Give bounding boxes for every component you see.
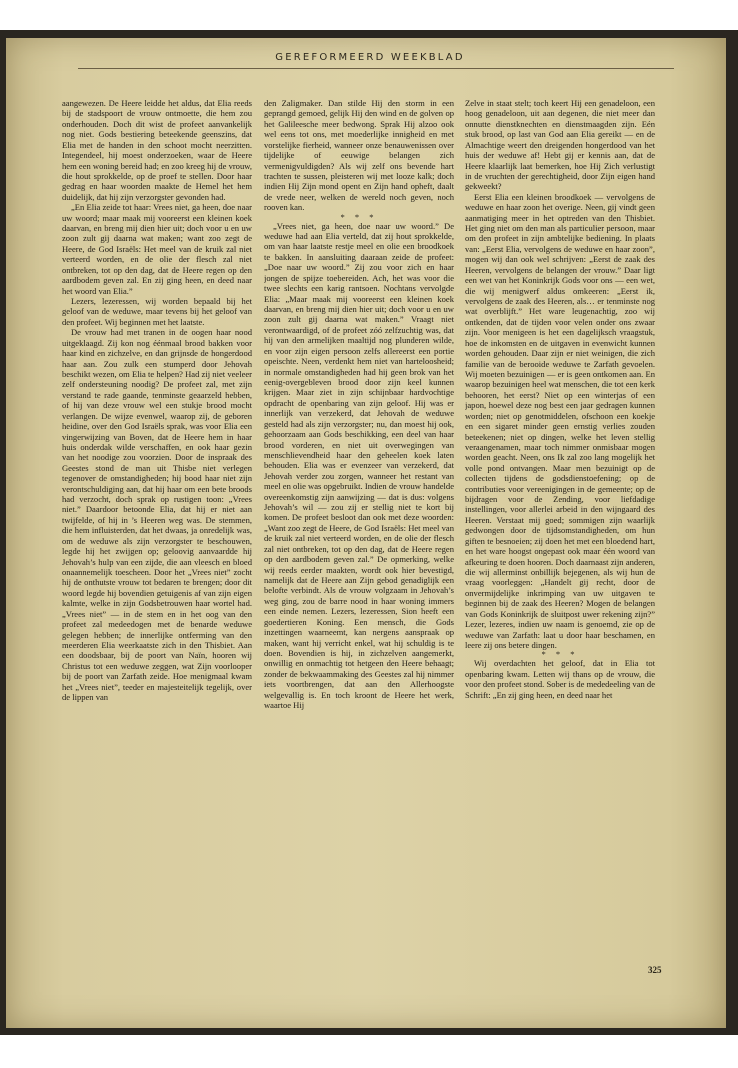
paragraph: Zelve in staat stelt; toch keert Hij een genadeloon, een hoog genadeloon, uit aan degenen, die niet meer dan onnutte dienstknechten en dienstmaagden zijn. Eén stuk brood, op last van God aan Elia gereikt — en de Almachtige weert den dreigenden hongerdood van het huis der weduwe af! Hebt gij er kennis aan, dat de Heere klaarlijk laat bemerken, hoe Hij Zich verlustigt in de vruchten der gerechtigheid, door Zijn eigen hand gekweekt? — [465, 98, 655, 192]
paragraph: den Zaligmaker. Dan stilde Hij den storm in een geprangd gemoed, gelijk Hij den wind en de golven op het Galileesche meer bedwong. Sprak Hij alzoo ook wel eens tot ons, met moederlijke innigheid en met vorstelijke fierheid, wanneer onze benauwenissen over tijdelijke of eeuwige belangen zich vermenigvuldigden? Als wij zelf ons bevende hart trachten te sussen, pleisteren wij met looze kalk; doch indien Hij Zijn mond opent en Zijn hand opheft, daalt de vrede neer, welken de wereld noch geven, noch rooven kan. — [264, 98, 454, 213]
text-column-2 — [264, 98, 454, 968]
section-divider: * * * — [541, 649, 579, 660]
page-number: 325 — [648, 965, 662, 975]
paragraph: „Vrees niet, ga heen, doe naar uw woord.” De weduwe had aan Elia verteld, dat zij hout sprokkelde, om van haar laatste restje meel en olie een broodkoek te bakken. In aansluiting daaraan zeide de profeet: „Doe naar uw woord.” Zij zou voor zich en haar jongen de spijze toebereiden. Ach, het was voor die twee slechts een karig rantsoen. Nochtans vervolgde Elia: „Maar maak mij vooreerst een kleinen koek daarvan, en breng mij dien hier uit; doch voor u en uw zoon zult gij daarna wat maken.” Vraagt niet verontwaardigd, of de profeet zóó zelfzuchtig was, dat hij van den armelijken maaltijd nog plunderen wilde, en voor zijn eigen persoon zelfs allereerst een portie opeischte. Neen, verdenkt hem niet van harteloosheid; in normale omstandigheden had hij geen brok van het eenig-overgebleven brood door zijn keel kunnen krijgen. Maar ziet in zijn schijnbaar hardvochtige opdracht de openbaring van zijn geloof. Hij was er innerlijk van verzekerd, dat Jehovah de weduwe gesteld had als zijn verzorgster; nu, dan moest hij ook, gehoorzaam aan Gods beschikking, een deel van haar brood vorderen, en niet uit overwegingen van menschlievendheid haar den geheelen koek laten behouden. Elia was er evenzeer van verzekerd, dat Jehovah verder zou zorgen, wanneer het restant van meel en olie was opgebruikt. Indien de vrouw handelde overeenkomstig zijn aanwijzing — dat is dus: volgens Jehovah’s wil — zou zij er stellig niet te kort bij komen. De profeet besloot dan ook met deze woorden: „Want zoo zegt de Heere, de God Israëls: Het meel van de kruik zal niet verteerd worden, en de olie der flesch zal niet ontbreken, tot op den dag, dat de Heere regen op den aardbodem geven zal.” De opmerking, welke wij reeds eerder maakten, wordt ook hier bevestigd, namelijk dat de Heere aan Zijn gebod genadiglijk een belofte verbindt. Als de vrouw volgzaam in Jehovah’s weg ging, zou de barre nood in haar woning immers een einde nemen. Lezers, lezeressen, Sion heeft een goedertieren Koning. Een mensch, die Gods inzettingen waarneemt, kan nergens aanspraak op maken, want hij verricht enkel, wat hij schuldig is te doen. Bovendien is hij, in zichzelven aangemerkt, onwillig en onmachtig tot hetgeen den Heere behaagt; zonder de bekwaammaking des Geestes zal hij nimmer iets voortbrengen, dat aan den Allerhoogste welgevallig is. En toch kroont de Heere het werk, waartoe Hij — [264, 220, 454, 711]
text-column-3 — [465, 98, 655, 968]
paragraph: Lezers, lezeressen, wij worden bepaald bij het geloof van de weduwe, maar tevens bij het geloof van den profeet. Wij beginnen met het laatste. — [62, 296, 252, 327]
text-column-1 — [62, 98, 252, 968]
running-header: GEREFORMEERD WEEKBLAD — [275, 52, 465, 63]
paragraph: aangewezen. De Heere leidde het aldus, dat Elia reeds bij de stadspoort de vrouw ontmoette, die hem zou onderhouden. Doch dit wist de profeet aanvankelijk nog niet. Gods bestiering beteekende geenszins, dat Elia met de handen in den schoot mocht neerzitten. Integendeel, hij moest onderzoeken, waar de Heere hem een woning bereid had; en zoo kreeg hij de vrouw, die hout sprokkelde, op de proef te stellen. Door haar gedrag en haar woorden maakte de Hemel het hem duidelijk, dat hij zijn verzorgster gevonden had. — [62, 98, 252, 202]
paragraph: „En Elia zeide tot haar: Vrees niet, ga heen, doe naar uw woord; maar maak mij vooreerst een kleinen koek daarvan, en breng mij dien hier uit; doch voor u en uw zoon zult gij daarna wat maken; want zoo zegt de Heere, de God Israëls: Het meel van de kruik zal niet verteerd worden, en de olie der flesch zal niet ontbreken, tot op den dag, dat de Heere regen op den aardbodem geven zal. En zij ging heen, en deed naar het woord van Elia.” — [62, 202, 252, 296]
header-rule — [78, 68, 674, 69]
paragraph: De vrouw had met tranen in de oogen haar nood uitgeklaagd. Zij kon nog éénmaal brood bakken voor haar kind en zichzelve, en dan grijnsde de hongerdood haar aan. Zou zulk een stumperd door Jehovah beschikt wezen, om Elia te helpen? Had zij niet veeleer zelf ondersteuning noodig? De profeet zal, met zijn verstand te rade gaande, tenminste geaarzeld hebben, of hij van deze vrouw wel een stukje brood mocht verlangen. De wijze evenwel, waarop zij, de geboren heidine, over den God Israëls sprak, was voor Elia een vingerwijzing van Boven, dat de Heere hem in haar huis onderdak wilde verschaffen, en ook haar gezin van het noodige zou voorzien. Door de inspraak des Geestes stond de man uit Thisbe niet verlegen tegenover de omstandigheden; hij bood haar niet zijn verontschuldiging aan, dat hij haar om een bete broods had verzocht, doch sprak op rustigen toon: „Vrees niet.” Daardoor betoonde Elia, dat hij er niet aan twijfelde, of hij in ’s Heeren weg was. De stemmen, die hem influisterden, dat het dwaas, ja onredelijk was, om de weduwe als zijn verzorgster te beschouwen, legde hij het zwijgen op; geloovig aanvaardde hij Jehovah’s hulp van een zijde, die aan vleesch en bloed onaannemelijk toescheen. Door het „Vrees niet” zocht hij de onthutste vrouw tot bedaren te brengen; door dit woord legde hij bovendien getuigenis af van zijn eigen kalmte, welke in zijn Godsbetrouwen haar wortel had. „Vrees niet” — in de stem en in het oog van den profeet zal medeedogen met de benarde weduwe gelegen hebben; de innerlijke ontferming van den meerderen Elia weerkaatste zich in den Thisbiet. Aan een doodsbaar, bij de poort van Naïn, hooren wij Christus tot een weduwe zeggen, wat Zijn voorlooper bij de poort van Zarfath zeide. Hoe menigmaal kwam het „Vrees niet”, teeder en majesteitelijk tegelijk, over de lippen van — [62, 327, 252, 703]
paragraph: Eerst Elia een kleinen broodkoek — vervolgens de weduwe en haar zoon het overige. Neen, gij vindt geen aanmatiging meer in het optreden van den Thisbiet. Het ging niet om den man als particulier persoon, maar om den profeet in zijn ambtelijke bediening. In plaats van: „Eerst Elia, vervolgens de weduwe en haar zoon”, mogen wij dan ook wel schrijven: „Eerst de zaak des Heeren, vervolgens de belangen der vrouw.” Daar ligt een wet van het Koninkrijk Gods voor ons — een wet, die wij menigwerf aldus omkeeren: „Eerst ik, vervolgens de zaak des Heeren, als… er tenminste nog wat overblijft.” Het ware leugenachtig, zoo wij ontkenden, dat de tijden voor velen onder ons zwaar zijn. Voor menigeen is het een dagelijksch vraagstuk, hoe de inkomsten en de uitgaven in evenwicht kunnen worden gehouden. Daar zijn er niet weinigen, die zich familie van de berooide weduwe te Zarfath gevoelen. Wij moeten bezuinigen — er is geen ontkomen aan. En waarop bezuinigen heel wat menschen, die tot een kerk behooren, het eerst? Niet op een winterjas of een japon, hoewel deze nog best een jaar gedragen kunnen worden; niet op genotmiddelen, ofschoon een koekje en een sigaret minder geen ernstig verlies zouden beteekenen; niet op dingen, welke het leven stellig veraangenamen, maar toch nimmer onmisbaar mogen worden geacht. Neen, ons Ik zal zoo lang mogelijk het volle pond ontvangen. Maar men bezuinigt op de collecten tijdens de godsdienstoefening; op de contributies voor vereenigingen in de gemeente; op de bijdragen voor de Zending, voor liefdadige instellingen, voor allerlei arbeid in den wijngaard des Heeren. Verstaat mij goed; sommigen zijn waarlijk gedwongen door de tijdsomstandigheden, om hun giften te besnoeien; zij doen het met een bloedend hart, en het ware hoogst ongepast ook maar één woord van afkeuring te doen hooren. Doch daarnaast zijn anderen, die wij allerminst onbillijk bejegenen, als wij hun de vraag voorleggen: „Handelt gij recht, door de onvermijdelijke inkrimping van uw uitgaven te beginnen bij de zaak des Heeren? Mogen de belangen van Gods Koninkrijk de sluitpost uwer rekening zijn?” Lezer, lezeres, indien uw naam is genoemd, zie op de weduwe van Zarfath: laat u door haar beschamen, en leere zij ons betere dingen. — [465, 191, 655, 650]
paragraph: Wij overdachten het geloof, dat in Elia tot openbaring kwam. Letten wij thans op de vrouw, die voor den profeet stond. Sober is de mededeeling van de Schrift: „En zij ging heen, en deed naar het — [465, 658, 655, 700]
section-divider: * * * — [340, 211, 378, 222]
